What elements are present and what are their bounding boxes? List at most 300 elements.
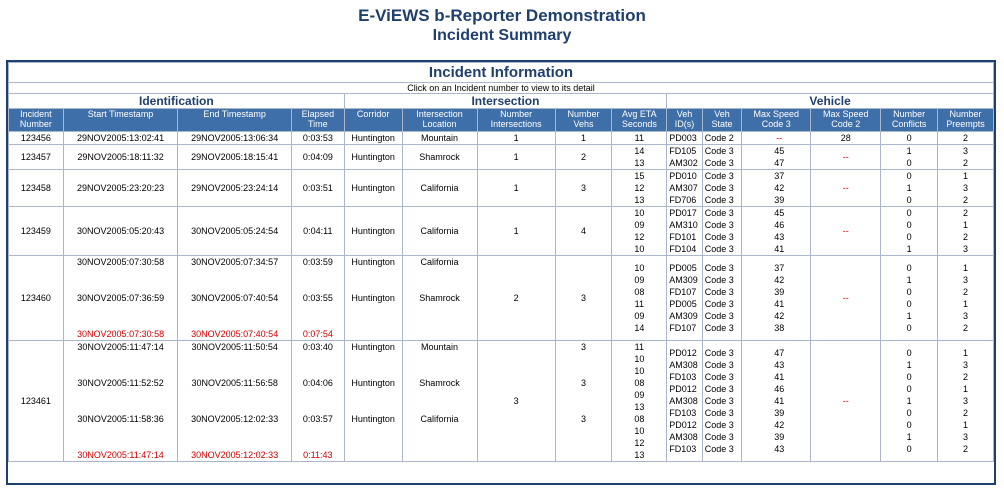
elapsed-time: 0:03:59 <box>302 257 333 267</box>
veh-id: AM307 <box>669 183 698 193</box>
table-row <box>9 341 994 462</box>
avg-eta: 14 <box>634 146 645 156</box>
spacer <box>347 304 400 316</box>
number-preempts: 3 <box>963 360 969 370</box>
spacer <box>180 401 289 413</box>
number-conflicts-cell <box>881 341 938 462</box>
max-speed-code-2: -- <box>842 226 849 236</box>
table-hint: Click on an Incident number to view to its detail <box>9 83 994 94</box>
number-conflicts: 0 <box>906 232 912 242</box>
veh-state: Code 3 <box>704 323 734 333</box>
number-vehs <box>558 256 610 268</box>
veh-id: AM310 <box>669 220 698 230</box>
veh-id-cell <box>667 145 703 170</box>
end-timestamp-cell <box>178 145 292 170</box>
start-timestamp: 30NOV2005:11:47:14 <box>77 342 164 352</box>
veh-state: Code 3 <box>704 360 734 370</box>
veh-id-cell <box>667 341 703 462</box>
avg-eta: 11 <box>634 133 644 143</box>
veh-state: Code 3 <box>704 444 734 454</box>
max-speed-code-3: 38 <box>774 323 785 333</box>
number-vehs: 3 <box>581 414 587 424</box>
start-timestamp-cell <box>63 170 178 207</box>
end-timestamp: 30NOV2005:07:40:54 <box>191 293 279 303</box>
max-speed-code-3: 41 <box>774 299 785 309</box>
max-speed-code-3: 43 <box>774 232 785 242</box>
col-number-preempts[interactable]: Number Preempts <box>938 109 994 132</box>
veh-state: Code 3 <box>704 232 734 242</box>
spacer <box>294 268 342 280</box>
max-speed-code-3: 46 <box>774 220 785 230</box>
spacer <box>347 389 400 401</box>
col-number-vehs[interactable]: Number Vehs <box>555 109 612 132</box>
avg-eta-cell <box>612 207 667 256</box>
spacer <box>558 365 610 377</box>
incident-number-cell[interactable]: 123461 <box>9 341 64 462</box>
number-conflicts: 1 <box>906 244 912 254</box>
number-preempts: 2 <box>963 372 969 382</box>
veh-state-cell <box>702 341 742 462</box>
veh-id-cell <box>667 170 703 207</box>
elapsed-time-cell <box>291 207 344 256</box>
number-preempts: 1 <box>963 420 969 430</box>
number-preempts: 2 <box>963 232 969 242</box>
number-conflicts: 0 <box>906 171 912 181</box>
col-veh-state[interactable]: Veh State <box>702 109 742 132</box>
veh-id: PD012 <box>669 384 697 394</box>
number-conflicts: 1 <box>906 432 912 442</box>
spacer <box>405 353 475 365</box>
veh-state: Code 3 <box>704 171 734 181</box>
group-identification: Identification <box>9 94 345 109</box>
number-preempts-cell <box>938 207 994 256</box>
veh-state: Code 3 <box>704 348 734 358</box>
avg-eta: 15 <box>634 171 645 181</box>
end-timestamp-cell <box>178 170 292 207</box>
avg-eta: 13 <box>634 450 645 460</box>
number-preempts-cell <box>938 341 994 462</box>
veh-id: AM308 <box>669 432 698 442</box>
col-max-speed-code-2[interactable]: Max Speed Code 2 <box>811 109 881 132</box>
max-speed-code-3: 45 <box>774 208 785 218</box>
spacer <box>180 437 289 449</box>
spacer <box>66 304 176 316</box>
elapsed-time: 0:03:55 <box>302 293 333 303</box>
group-vehicle: Vehicle <box>667 94 994 109</box>
number-vehs-cell: 3 <box>555 170 612 207</box>
avg-eta: 08 <box>634 287 645 297</box>
veh-id-cell <box>667 256 703 341</box>
veh-state: Code 3 <box>704 146 734 156</box>
spacer <box>405 401 475 413</box>
start-timestamp: 30NOV2005:11:58:36 <box>77 414 164 424</box>
number-conflicts: 1 <box>906 396 912 406</box>
spacer <box>66 389 176 401</box>
start-timestamp: 30NOV2005:05:20:43 <box>77 226 165 236</box>
veh-id: PD010 <box>669 171 697 181</box>
spacer <box>558 353 610 365</box>
col-end-timestamp[interactable]: End Timestamp <box>178 109 292 132</box>
elapsed-time-total: 0:07:54 <box>302 329 333 339</box>
number-preempts: 2 <box>963 195 969 205</box>
start-timestamp-cell <box>63 132 178 145</box>
corridor: Huntington <box>351 226 395 236</box>
number-preempts: 3 <box>963 183 969 193</box>
veh-state: Code 3 <box>704 195 734 205</box>
max-speed-code-2: -- <box>842 183 849 193</box>
corridor-cell <box>344 170 402 207</box>
page-title: E-ViEWS b-Reporter Demonstration <box>358 6 646 25</box>
number-preempts: 2 <box>963 208 969 218</box>
avg-eta: 10 <box>634 208 645 218</box>
col-start-timestamp[interactable]: Start Timestamp <box>63 109 178 132</box>
max-speed-code-2-cell <box>811 341 881 462</box>
avg-eta: 11 <box>634 299 644 309</box>
veh-state: Code 3 <box>704 384 734 394</box>
col-avg-eta-seconds[interactable]: Avg ETA Seconds <box>612 109 667 132</box>
spacer <box>347 425 400 437</box>
intersection-location: California <box>420 183 459 193</box>
elapsed-time: 0:03:40 <box>302 342 333 352</box>
corridor: Huntington <box>351 133 395 143</box>
end-timestamp-cell <box>178 207 292 256</box>
avg-eta: 10 <box>634 426 645 436</box>
number-conflicts: 0 <box>906 408 912 418</box>
number-intersections-cell: 1 <box>477 207 555 256</box>
spacer <box>405 268 475 280</box>
number-conflicts: 0 <box>906 208 912 218</box>
veh-id: FD104 <box>669 244 697 254</box>
max-speed-code-2-cell <box>811 170 881 207</box>
col-incident-number[interactable]: Incident Number <box>9 109 64 132</box>
start-timestamp: 30NOV2005:07:36:59 <box>77 293 165 303</box>
max-speed-code-3: 41 <box>774 372 785 382</box>
number-preempts: 2 <box>963 133 969 143</box>
veh-state: Code 3 <box>704 183 734 193</box>
max-speed-code-2-cell <box>811 145 881 170</box>
spacer <box>347 280 400 292</box>
veh-id: FD103 <box>669 444 697 454</box>
spacer <box>66 365 176 377</box>
start-timestamp: 29NOV2005:13:02:41 <box>77 133 165 143</box>
spacer <box>180 280 289 292</box>
col-corridor[interactable]: Corridor <box>344 109 402 132</box>
veh-state: Code 3 <box>704 372 734 382</box>
veh-state: Code 3 <box>704 220 734 230</box>
max-speed-code-3: 39 <box>774 432 785 442</box>
group-intersection: Intersection <box>344 94 667 109</box>
max-speed-code-3: 41 <box>774 396 785 406</box>
spacer <box>405 437 475 449</box>
incident-information-panel <box>6 60 996 485</box>
spacer <box>347 268 400 280</box>
number-preempts: 2 <box>963 158 969 168</box>
spacer <box>180 304 289 316</box>
veh-state: Code 3 <box>704 420 734 430</box>
number-preempts-cell <box>938 132 994 145</box>
spacer <box>347 365 400 377</box>
max-speed-code-3-cell <box>742 145 811 170</box>
avg-eta: 11 <box>634 342 644 352</box>
table-title: Incident Information <box>9 63 994 83</box>
col-number-conflicts[interactable]: Number Conflicts <box>881 109 938 132</box>
max-speed-code-2-cell <box>811 132 881 145</box>
end-timestamp-cell <box>178 341 292 462</box>
spacer <box>180 353 289 365</box>
spacer <box>405 280 475 292</box>
number-preempts: 2 <box>963 444 969 454</box>
avg-eta: 12 <box>634 183 645 193</box>
max-speed-code-2-cell <box>811 207 881 256</box>
number-conflicts: 1 <box>906 311 912 321</box>
number-intersections-cell: 3 <box>477 341 555 462</box>
start-timestamp: 30NOV2005:11:52:52 <box>77 378 164 388</box>
end-timestamp: 29NOV2005:18:15:41 <box>191 152 279 162</box>
max-speed-code-3: 46 <box>774 384 785 394</box>
veh-state: Code 2 <box>704 133 734 143</box>
avg-eta: 08 <box>634 414 645 424</box>
avg-eta: 09 <box>634 311 645 321</box>
number-preempts: 3 <box>963 244 969 254</box>
veh-state-cell <box>702 132 742 145</box>
veh-id: PD017 <box>669 208 697 218</box>
spacer <box>347 449 400 461</box>
start-timestamp-cell <box>63 341 178 462</box>
elapsed-time-cell <box>291 341 344 462</box>
spacer <box>347 328 400 340</box>
number-conflicts-cell <box>881 145 938 170</box>
spacer <box>180 316 289 328</box>
spacer <box>180 389 289 401</box>
corridor: Huntington <box>351 257 395 267</box>
table-row <box>9 132 994 145</box>
number-preempts: 3 <box>963 396 969 406</box>
end-timestamp: 30NOV2005:07:34:57 <box>191 257 279 267</box>
avg-eta: 12 <box>634 438 645 448</box>
max-speed-code-3: 42 <box>774 275 785 285</box>
spacer <box>294 425 342 437</box>
spacer <box>558 437 610 449</box>
max-speed-code-2: -- <box>842 396 849 406</box>
number-preempts: 3 <box>963 311 969 321</box>
veh-state-cell <box>702 207 742 256</box>
max-speed-code-3: 42 <box>774 311 785 321</box>
spacer <box>294 389 342 401</box>
corridor: Huntington <box>351 378 395 388</box>
max-speed-code-3-cell <box>742 256 811 341</box>
end-timestamp-cell <box>178 256 292 341</box>
veh-state: Code 3 <box>704 275 734 285</box>
elapsed-time: 0:03:51 <box>302 183 333 193</box>
number-conflicts: 0 <box>906 263 912 273</box>
incident-number-cell[interactable]: 123457 <box>9 145 64 170</box>
spacer <box>180 268 289 280</box>
number-conflicts: 0 <box>906 420 912 430</box>
start-timestamp: 29NOV2005:23:20:23 <box>77 183 165 193</box>
col-intersection-location[interactable]: Intersection Location <box>402 109 477 132</box>
end-timestamp-total: 30NOV2005:12:02:33 <box>191 450 279 460</box>
intersection-location: California <box>420 414 459 424</box>
max-speed-code-2: -- <box>842 293 849 303</box>
max-speed-code-2-cell <box>811 256 881 341</box>
veh-state: Code 3 <box>704 244 734 254</box>
number-vehs: 3 <box>581 342 587 352</box>
max-speed-code-3: 39 <box>774 287 785 297</box>
spacer <box>405 365 475 377</box>
spacer <box>347 316 400 328</box>
incident-number-cell[interactable]: 123456 <box>9 132 64 145</box>
veh-state-cell <box>702 256 742 341</box>
number-preempts: 1 <box>963 171 969 181</box>
veh-state-cell <box>702 145 742 170</box>
avg-eta-cell <box>612 341 667 462</box>
number-preempts: 1 <box>963 220 969 230</box>
number-conflicts: 1 <box>906 146 912 156</box>
spacer <box>558 304 610 316</box>
elapsed-time: 0:04:09 <box>302 152 333 162</box>
number-conflicts-cell <box>881 207 938 256</box>
elapsed-time: 0:04:06 <box>302 378 333 388</box>
number-conflicts: 0 <box>906 299 912 309</box>
avg-eta: 09 <box>634 275 645 285</box>
spacer <box>405 328 475 340</box>
spacer <box>66 401 176 413</box>
spacer <box>405 389 475 401</box>
veh-id: FD101 <box>669 232 697 242</box>
corridor-cell <box>344 341 402 462</box>
veh-id: AM309 <box>669 275 698 285</box>
number-vehs-cell: 1 <box>555 132 612 145</box>
max-speed-code-3: 45 <box>774 146 785 156</box>
veh-id: FD107 <box>669 287 697 297</box>
veh-id: AM308 <box>669 396 698 406</box>
corridor: Huntington <box>351 342 395 352</box>
spacer <box>405 304 475 316</box>
veh-id: PD012 <box>669 420 697 430</box>
veh-state: Code 3 <box>704 408 734 418</box>
avg-eta-cell <box>612 132 667 145</box>
number-conflicts-cell <box>881 132 938 145</box>
avg-eta: 13 <box>634 158 645 168</box>
spacer <box>66 437 176 449</box>
spacer <box>66 316 176 328</box>
avg-eta: 13 <box>634 402 645 412</box>
end-timestamp: 29NOV2005:23:24:14 <box>191 183 279 193</box>
spacer <box>66 425 176 437</box>
col-number-intersections[interactable]: Number Intersections <box>477 109 555 132</box>
spacer <box>294 401 342 413</box>
veh-state-cell <box>702 170 742 207</box>
veh-state: Code 3 <box>704 311 734 321</box>
veh-id-cell <box>667 132 703 145</box>
number-conflicts: 0 <box>906 444 912 454</box>
max-speed-code-3: 39 <box>774 195 785 205</box>
number-intersections-cell: 2 <box>477 256 555 341</box>
number-preempts: 3 <box>963 146 969 156</box>
intersection-location: Mountain <box>421 342 459 352</box>
spacer <box>558 316 610 328</box>
spacer <box>558 268 610 280</box>
veh-id-cell <box>667 207 703 256</box>
col-elapsed-time[interactable]: Elapsed Time <box>291 109 344 132</box>
end-timestamp: 30NOV2005:11:56:58 <box>191 378 278 388</box>
veh-id: PD005 <box>669 299 697 309</box>
number-conflicts: 0 <box>906 220 912 230</box>
spacer <box>294 280 342 292</box>
spacer <box>66 280 176 292</box>
veh-state: Code 3 <box>704 158 734 168</box>
start-timestamp: 30NOV2005:07:30:58 <box>77 257 165 267</box>
max-speed-code-3: 42 <box>774 420 785 430</box>
spacer <box>558 389 610 401</box>
spacer <box>180 425 289 437</box>
spacer <box>558 328 610 340</box>
intersection-location-cell <box>402 170 477 207</box>
spacer <box>558 401 610 413</box>
page-subtitle: Incident Summary <box>432 27 572 44</box>
number-conflicts: 0 <box>906 323 912 333</box>
number-preempts: 1 <box>963 384 969 394</box>
max-speed-code-3-cell <box>742 207 811 256</box>
number-conflicts: 0 <box>906 287 912 297</box>
spacer <box>347 437 400 449</box>
max-speed-code-3: 37 <box>774 263 785 273</box>
incident-number-cell[interactable]: 123460 <box>9 256 64 341</box>
intersection-location: Shamrock <box>419 293 460 303</box>
max-speed-code-2: 28 <box>840 133 851 143</box>
spacer <box>558 449 610 461</box>
elapsed-time-cell <box>291 170 344 207</box>
number-intersections-cell: 1 <box>477 170 555 207</box>
start-timestamp: 29NOV2005:18:11:32 <box>77 152 164 162</box>
max-speed-code-3: 43 <box>774 360 785 370</box>
number-preempts-cell <box>938 170 994 207</box>
max-speed-code-3: 39 <box>774 408 785 418</box>
max-speed-code-3: 37 <box>774 171 785 181</box>
start-timestamp-total: 30NOV2005:11:47:14 <box>77 450 164 460</box>
start-timestamp-total: 30NOV2005:07:30:58 <box>77 329 165 339</box>
incident-number-cell[interactable]: 123458 <box>9 170 64 207</box>
number-conflicts: 0 <box>906 348 912 358</box>
avg-eta: 10 <box>634 366 645 376</box>
max-speed-code-2: -- <box>842 152 849 162</box>
incident-rows <box>9 132 994 462</box>
intersection-location: Mountain <box>421 133 459 143</box>
elapsed-time: 0:03:53 <box>302 133 333 143</box>
number-conflicts: 0 <box>906 372 912 382</box>
intersection-location-cell <box>402 256 477 341</box>
avg-eta: 12 <box>634 232 645 242</box>
number-preempts: 3 <box>963 432 969 442</box>
spacer <box>294 353 342 365</box>
number-vehs-cell: 2 <box>555 145 612 170</box>
table-row <box>9 256 994 341</box>
number-preempts: 2 <box>963 408 969 418</box>
elapsed-time-cell <box>291 256 344 341</box>
col-max-speed-code-3[interactable]: Max Speed Code 3 <box>742 109 811 132</box>
spacer <box>558 280 610 292</box>
spacer <box>405 449 475 461</box>
avg-eta: 14 <box>634 323 645 333</box>
col-veh-ids[interactable]: Veh ID(s) <box>667 109 703 132</box>
end-timestamp: 30NOV2005:11:50:54 <box>191 342 278 352</box>
number-conflicts: 1 <box>906 275 912 285</box>
max-speed-code-3-cell <box>742 132 811 145</box>
number-vehs-cell: 4 <box>555 207 612 256</box>
veh-state: Code 3 <box>704 263 734 273</box>
incident-number-cell[interactable]: 123459 <box>9 207 64 256</box>
number-vehs-cell <box>555 341 612 462</box>
